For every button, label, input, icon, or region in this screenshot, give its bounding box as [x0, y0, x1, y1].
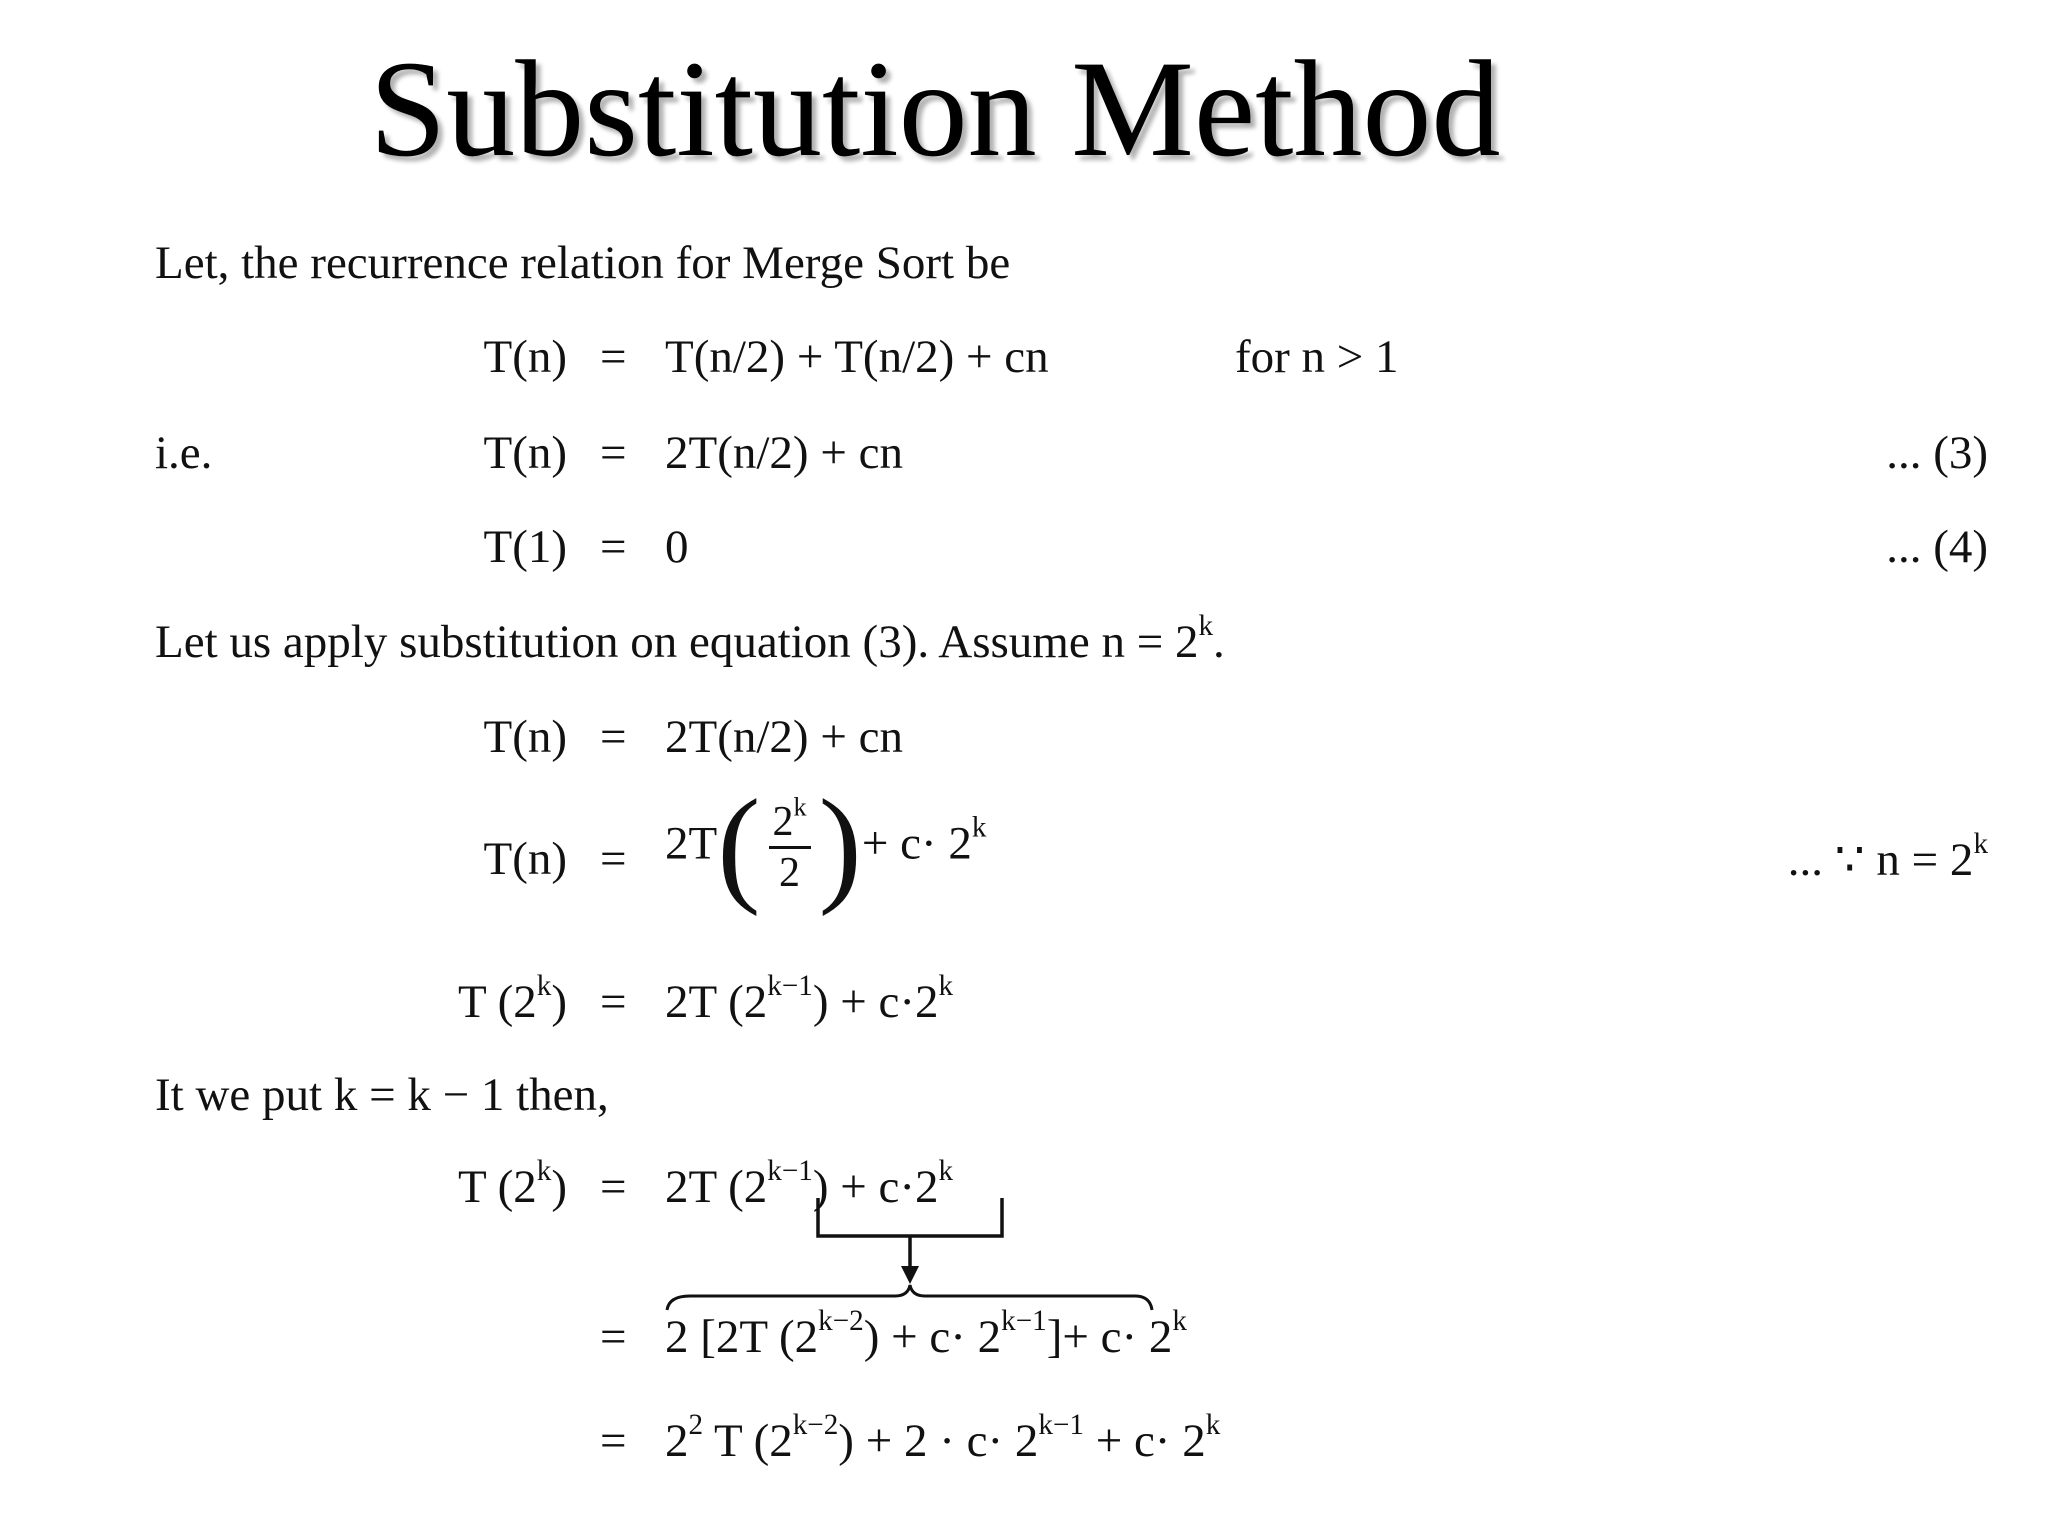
left-paren-icon: (: [717, 773, 761, 918]
eq8-c-sup: k: [1172, 1305, 1187, 1338]
eq2-rhs: 2T(n/2) + cn: [665, 427, 903, 479]
eq8-b-sup: k−1: [1001, 1305, 1047, 1338]
eq5-denominator: 2: [779, 850, 801, 897]
eq5-post-sup: k: [971, 811, 987, 844]
right-paren-icon: ): [818, 773, 862, 918]
eq4-lhs: T(n): [483, 711, 567, 763]
eq6-rhs-a-sup: k−1: [767, 970, 813, 1003]
put-text: It we put k = k − 1 then,: [155, 1069, 609, 1121]
eq9-c: ) + 2 · c· 2: [838, 1415, 1039, 1467]
eq7-rhs-b: ) + c·2: [812, 1161, 939, 1213]
eq9-b-sup: k−2: [792, 1409, 839, 1442]
eq2-lhs: T(n): [483, 427, 567, 479]
eq9-equals: =: [600, 1415, 627, 1467]
eq1-rhs: T(n/2) + T(n/2) + cn: [665, 331, 1049, 383]
apply-text-end: .: [1213, 616, 1225, 668]
eq1-lhs: T(n): [483, 331, 567, 383]
eq6-equals: =: [600, 976, 627, 1028]
eq8-a-sup: k−2: [818, 1305, 864, 1338]
eq5-num-sup: k: [793, 792, 807, 822]
apply-text-main: Let us apply substitution on equation (3). Assume n = 2: [155, 616, 1199, 668]
eq5-post: + c· 2: [861, 817, 972, 870]
eq2-prefix: i.e.: [155, 427, 213, 479]
eq4-rhs: 2T(n/2) + cn: [665, 711, 903, 763]
eq1-equals: =: [600, 331, 627, 383]
eq8-rhs: [665, 1305, 1187, 1364]
eq5-num-base: 2: [772, 799, 794, 845]
eq7-rhs-b-sup: k: [938, 1155, 954, 1188]
eq5-pre: 2T: [665, 817, 718, 870]
overbrace: [667, 1285, 1152, 1310]
eq8-b: ) + c· 2: [863, 1311, 1002, 1363]
eq9-a: 2: [665, 1415, 689, 1467]
bracket-under-term: [818, 1198, 1002, 1236]
eq5-lhs: T(n): [483, 833, 567, 885]
eq6-rhs-a: 2T (2: [665, 976, 768, 1028]
eq2-tag: ... (3): [1886, 427, 1988, 479]
eq9-d-sup: k: [1205, 1409, 1221, 1442]
eq3-tag: ... (4): [1886, 521, 1988, 573]
eq7-lhs-sup: k: [536, 1155, 552, 1188]
eq5-tag-text: ... ∵ n = 2: [1787, 834, 1974, 886]
eq6-rhs-b-sup: k: [938, 970, 954, 1003]
eq8-c: ]+ c· 2: [1046, 1311, 1173, 1363]
eq9-c-sup: k−1: [1038, 1409, 1084, 1442]
intro-text: Let, the recurrence relation for Merge Sort be: [155, 237, 1011, 289]
eq9-a-sup: 2: [688, 1409, 704, 1442]
eq4-equals: =: [600, 711, 627, 763]
eq5-equals: =: [600, 833, 627, 885]
eq8-a: 2 [2T (2: [665, 1311, 819, 1363]
eq7-rhs-a-sup: k−1: [767, 1155, 813, 1188]
eq7-lhs-end: ): [551, 1161, 567, 1213]
eq2-equals: =: [600, 427, 627, 479]
eq6-rhs-b: ) + c·2: [812, 976, 939, 1028]
eq9-rhs: [665, 1409, 1221, 1468]
eq3-equals: =: [600, 521, 627, 573]
slide-title: Substitution Method: [369, 32, 1501, 185]
eq6-lhs-end: ): [551, 976, 567, 1028]
eq5-tag-sup: k: [1973, 828, 1988, 861]
eq7-lhs-base: T (2: [458, 1161, 537, 1213]
eq1-condition: for n > 1: [1235, 331, 1399, 383]
apply-text-sup: k: [1198, 610, 1214, 643]
eq7-rhs-a: 2T (2: [665, 1161, 768, 1213]
eq9-b: T (2: [703, 1415, 793, 1467]
eq3-lhs: T(1): [483, 521, 567, 573]
eq6-lhs-base: T (2: [458, 976, 537, 1028]
eq3-rhs: 0: [665, 521, 689, 573]
arrow-head-icon: [901, 1266, 919, 1284]
eq8-equals: =: [600, 1311, 627, 1363]
eq6-lhs-sup: k: [536, 970, 552, 1003]
eq7-equals: =: [600, 1161, 627, 1213]
eq9-d: + c· 2: [1083, 1415, 1206, 1467]
